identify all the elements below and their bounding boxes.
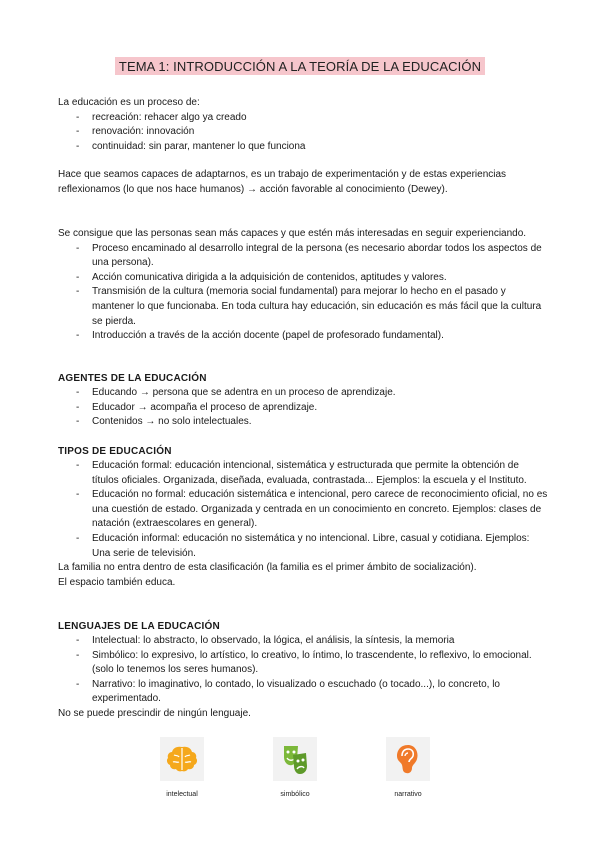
- lenguajes-icons: [160, 737, 460, 807]
- brain-icon: [160, 737, 204, 781]
- section-heading: AGENTES DE LA EDUCACIÓN: [58, 373, 207, 384]
- paragraph-text: Hace que seamos capaces de adaptarnos, es un trabajo de experimentación y de estas experiencias reflexionamos (lo que nos hace humanos) → acción favorable al conocimiento (Dewey).: [58, 169, 507, 195]
- paragraph-dewey: [58, 168, 548, 197]
- capacidades-list: [58, 242, 548, 344]
- section-heading: LENGUAJES DE LA EDUCACIÓN: [58, 621, 220, 632]
- intro-section: [58, 96, 548, 154]
- list-item: - Transmisión de la cultura (memoria social fundamental) para mejorar lo hecho en el pasado y mantener lo que funcionaba. En toda cultura hay educación, sin educación es más fácil que la cultura se pierda.: [58, 285, 548, 329]
- list-item: - Educación formal: educación intencional, sistemática y estructurada que permite la obtención de títulos oficiales. Organizada, diseñada, evaluada, contrastada... Ejemplos: la escuela y el Instituto.: [58, 459, 548, 488]
- list-item: - Narrativo: lo imaginativo, lo contado, lo visualizado o escuchado (o tocado...), lo concreto, lo experimentado.: [58, 678, 548, 707]
- tipos-note-espacio: El espacio también educa.: [58, 576, 176, 588]
- list-item: - Proceso encaminado al desarrollo integral de la persona (es necesario abordar todos los aspectos de una persona).: [58, 242, 548, 271]
- list-item: - Educación informal: educación no sistemática y no intencional. Libre, casual y cotidiana. Ejemplos: Una serie de televisión.: [58, 532, 548, 561]
- paragraph-capacidades: [58, 227, 548, 344]
- list-item: - continuidad: sin parar, mantener lo que funciona: [58, 140, 548, 155]
- list-item: - recreación: rehacer algo ya creado: [58, 111, 548, 126]
- list-item: - Educando → persona que se adentra en un proceso de aprendizaje.: [58, 386, 548, 401]
- list-item: - Introducción a través de la acción docente (papel de profesorado fundamental).: [58, 329, 548, 344]
- theater-masks-icon: [273, 737, 317, 781]
- tipos-note-familia: La familia no entra dentro de esta clasificación (la familia es el primer ámbito de socialización).: [58, 562, 477, 574]
- list-item: - Acción comunicativa dirigida a la adquisición de contenidos, aptitudes y valores.: [58, 271, 548, 286]
- lenguajes-list: [58, 634, 548, 707]
- list-item: - renovación: innovación: [58, 125, 548, 140]
- agentes-list: [58, 386, 548, 430]
- icon-label-narrativo: narrativo: [394, 791, 422, 798]
- lenguajes-section: [58, 620, 548, 722]
- section-heading: TIPOS DE EDUCACIÓN: [58, 446, 172, 457]
- intro-list: [58, 111, 548, 155]
- paragraph-lead: Se consigue que las personas sean más capaces y que estén más interesadas en seguir experienciando.: [58, 228, 527, 239]
- list-item: - Simbólico: lo expresivo, lo artístico, lo creativo, lo íntimo, lo trascendente, lo reflexivo, lo emocional. (solo lo tenemos los seres humanos).: [58, 649, 548, 678]
- list-item: - Educador → acompaña el proceso de aprendizaje.: [58, 401, 548, 416]
- page-title: TEMA 1: INTRODUCCIÓN A LA TEORÍA DE LA EDUCACIÓN: [115, 57, 485, 75]
- lenguajes-note: No se puede prescindir de ningún lenguaje.: [58, 707, 251, 719]
- tipos-list: [58, 459, 548, 561]
- title-wrap: [0, 57, 600, 76]
- icon-label-intelectual: intelectual: [166, 791, 198, 798]
- list-item: - Contenidos → no solo intelectuales.: [58, 415, 548, 430]
- agentes-section: [58, 372, 548, 430]
- intro-lead: La educación es un proceso de:: [58, 97, 200, 108]
- icon-label-simbolico: simbólico: [280, 791, 310, 798]
- tipos-section: [58, 445, 548, 590]
- list-item: - Intelectual: lo abstracto, lo observado, la lógica, el análisis, la síntesis, la memoria: [58, 634, 548, 649]
- ear-icon: [386, 737, 430, 781]
- list-item: - Educación no formal: educación sistemática e intencional, pero carece de reconocimiento oficial, no es una cuestión de estado. Organizada y centrada en un conocimiento en concreto. Ejemplos: clases de natación (extraescolares en general).: [58, 488, 548, 532]
